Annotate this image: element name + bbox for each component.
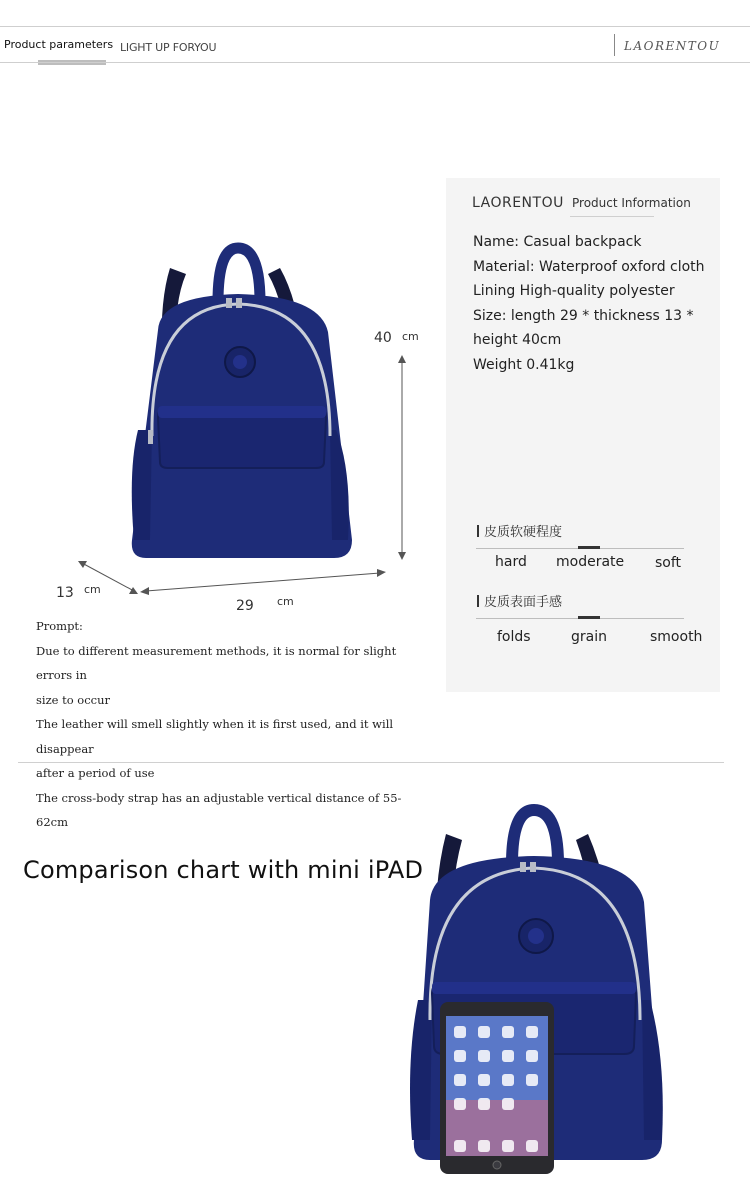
spec-lining: Lining High-quality polyester (473, 283, 675, 299)
info-brand: LAORENTOU (472, 195, 564, 211)
softness-scale-title (477, 521, 562, 540)
softness-label-hard: hard (495, 554, 527, 570)
prompt-line: after a period of use (36, 766, 155, 780)
header-bottom-border (0, 62, 750, 63)
spec-weight: Weight 0.41kg (473, 356, 575, 373)
prompt-line: The cross-body strap has an adjustable vertical distance of 55-62cm (36, 790, 402, 829)
texture-label-folds: folds (497, 629, 531, 645)
prompt-line: The leather will smell slightly when it is first used, and it will disappear (36, 717, 394, 756)
info-title-underline (570, 216, 654, 217)
height-unit: cm (402, 330, 419, 343)
prompt-line: size to occur (36, 692, 111, 707)
width-arrow (140, 568, 386, 596)
width-unit: cm (277, 595, 294, 608)
softness-scale-title-text: 皮质软硬程度 (484, 525, 563, 540)
header-slogan: LIGHT UP FORYOU (120, 41, 217, 54)
texture-scale-title (477, 591, 562, 610)
width-value: 29 (236, 598, 254, 614)
info-title: Product Information (572, 196, 691, 210)
backpack-with-ipad-image (400, 800, 680, 1180)
comparison-title: Comparison chart with mini iPAD (23, 856, 424, 884)
depth-unit: cm (84, 583, 101, 596)
section-divider (18, 762, 724, 763)
softness-scale-marker (578, 546, 600, 549)
spec-list (473, 230, 713, 377)
texture-scale-marker (578, 616, 600, 619)
spec-size-height: height 40cm (473, 332, 562, 348)
prompt-notes (36, 614, 426, 835)
spec-name: Name: Casual backpack (473, 234, 642, 250)
height-value: 40 (374, 330, 392, 346)
header-top-border (0, 26, 750, 27)
prompt-heading: Prompt: (36, 619, 83, 633)
softness-label-moderate: moderate (556, 554, 625, 570)
depth-value: 13 (56, 585, 74, 601)
texture-label-grain: grain (571, 629, 607, 645)
tab-product-parameters[interactable]: Product parameters (4, 38, 114, 51)
softness-label-soft: soft (655, 555, 682, 571)
texture-label-smooth: smooth (650, 629, 703, 645)
spec-material: Material: Waterproof oxford cloth (473, 258, 705, 275)
spec-size: Size: length 29 * thickness 13 * (473, 307, 694, 324)
header-separator (614, 34, 615, 56)
prompt-line: Due to different measurement methods, it is normal for slight errors in (36, 643, 397, 682)
height-arrow (394, 355, 410, 560)
texture-scale-title-text: 皮质表面手感 (484, 595, 563, 610)
header-brand-logo: LAORENTOU (624, 39, 721, 53)
